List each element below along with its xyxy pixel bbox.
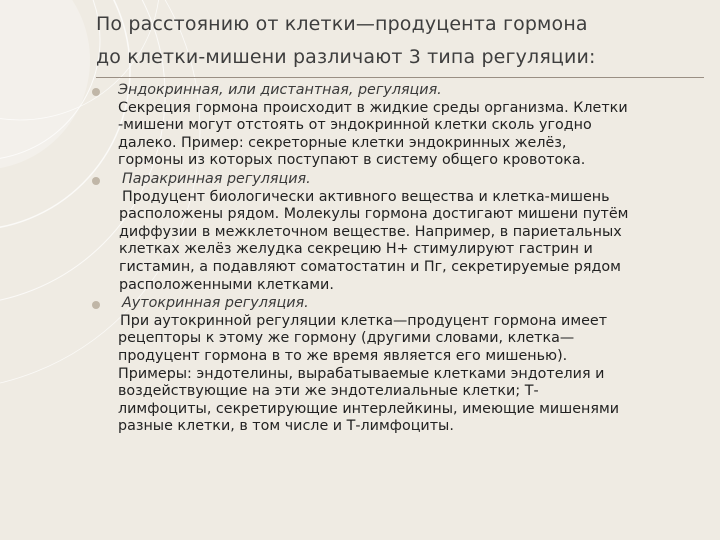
bullet-text-line: расположены рядом. Молекулы гормона достигают мишени путём [119, 206, 629, 223]
slide-title-line: до клетки-мишени различают 3 типа регуляции: [96, 46, 596, 68]
bullet-text-line: разные клетки, в том числе и Т-лимфоциты. [118, 418, 454, 435]
bullet-text-line: При аутокринной регуляции клетка—продуцент гормона имеет [120, 312, 608, 329]
bullet-heading: Аутокринная регуляция. [122, 295, 309, 312]
bullet-text-line: Секреция гормона происходит в жидкие среды организма. Клетки [118, 99, 628, 116]
bullet-text-line: гистамин, а подавляют соматостатин и Пг, секретируемые рядом [119, 258, 621, 275]
bullet-text-line: далеко. Пример: секреторные клетки эндокринных желёз, [118, 134, 567, 151]
slide-title-line: По расстоянию от клетки—продуцента гормона [96, 13, 588, 35]
bullet-dot-icon [92, 177, 100, 185]
bullet-endocrine [100, 82, 710, 170]
bullet-text-line: лимфоциты, секретирующие интерлейкины, имеющие мишенями [118, 400, 620, 417]
bullet-heading: Эндокринная, или дистантная, регуляция. [118, 82, 442, 98]
bullet-list [100, 82, 710, 436]
title-divider [96, 77, 704, 78]
slide-title [96, 8, 706, 74]
bullet-text-line: воздействующие на эти же эндотелиальные клетки; Т- [118, 383, 539, 400]
bullet-text-line: диффузии в межклеточном веществе. Например, в париетальных [119, 223, 622, 240]
bullet-dot-icon [92, 88, 100, 96]
bullet-text-line: клетках желёз желудка секрецию Н+ стимулируют гастрин и [119, 241, 593, 258]
bullet-text-line: Примеры: эндотелины, вырабатываемые клетками эндотелия и [118, 365, 605, 382]
bullet-heading: Паракринная регуляция. [122, 170, 311, 187]
bullet-autocrine [100, 295, 710, 436]
bullet-paracrine [100, 171, 710, 294]
bullet-text-line: -мишени могут отстоять от эндокринной клетки сколь угодно [118, 117, 592, 134]
bullet-text-line: расположенными клетками. [119, 276, 334, 293]
bullet-text-line: гормоны из которых поступают в систему общего кровотока. [118, 152, 586, 169]
bullet-text-line: рецепторы к этому же гормону (другими словами, клетка— [118, 330, 575, 347]
bullet-text-line: Продуцент биологически активного вещества и клетка-мишень [122, 188, 610, 205]
bullet-text-line: продуцент гормона в то же время является его мишенью). [118, 347, 568, 364]
